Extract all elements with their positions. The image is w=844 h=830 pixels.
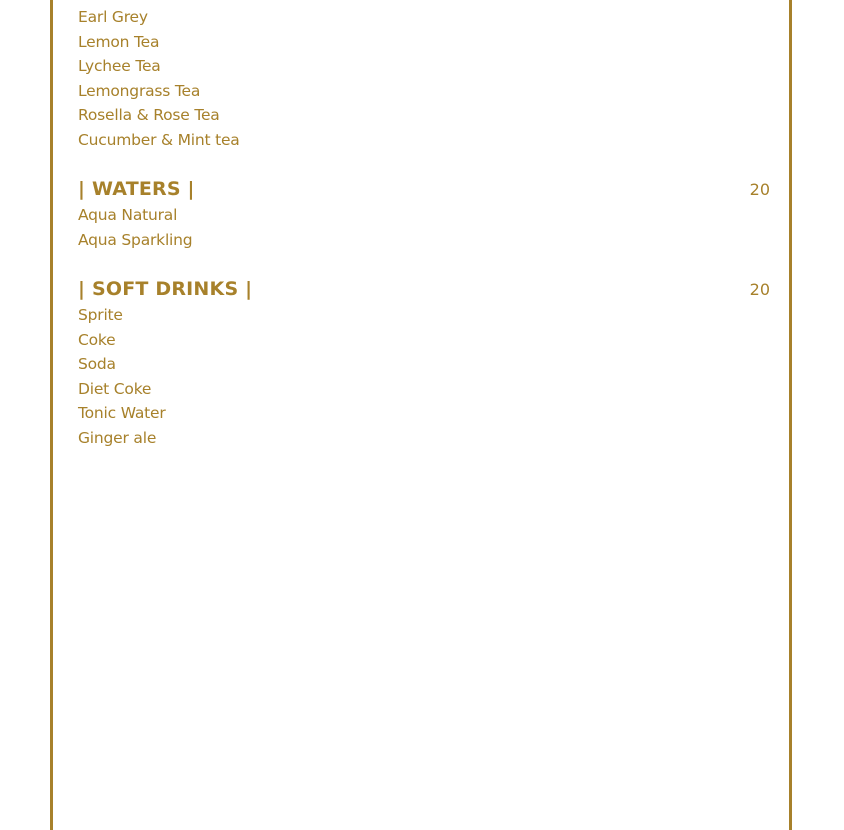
section-price-soft-drinks: 20 <box>749 280 770 299</box>
section-waters <box>78 176 770 252</box>
section-title-soft-drinks: | SOFT DRINKS | <box>78 278 253 300</box>
menu-item-sprite: Sprite <box>78 306 123 324</box>
menu-item-aqua-sparkling: Aqua Sparkling <box>78 230 193 249</box>
menu-item-lemongrass-tea: Lemongrass Tea <box>78 81 201 100</box>
menu-item-cucumber-mint-tea: Cucumber & Mint tea <box>78 130 240 149</box>
menu-item-diet-coke: Diet Coke <box>78 379 152 398</box>
section-header-waters <box>78 176 770 203</box>
menu-item-lychee-tea: Lychee Tea <box>78 57 161 75</box>
section-soft-drinks <box>78 276 770 450</box>
section-price-waters: 20 <box>749 180 770 199</box>
menu-item-rosella-rose-tea: Rosella & Rose Tea <box>78 106 220 124</box>
menu-item-ginger-ale: Ginger ale <box>78 428 157 447</box>
menu-item-earl-grey: Earl Grey <box>78 8 148 26</box>
menu-item-soda: Soda <box>78 355 116 373</box>
menu-item-coke: Coke <box>78 330 116 349</box>
menu-item-tonic-water: Tonic Water <box>78 404 166 422</box>
tea-list-continued <box>78 5 770 152</box>
menu-item-lemon-tea: Lemon Tea <box>78 32 160 51</box>
menu-item-aqua-natural: Aqua Natural <box>78 206 178 224</box>
section-header-soft-drinks <box>78 276 770 303</box>
section-title-waters: | WATERS | <box>78 178 195 200</box>
menu-content <box>78 5 770 450</box>
